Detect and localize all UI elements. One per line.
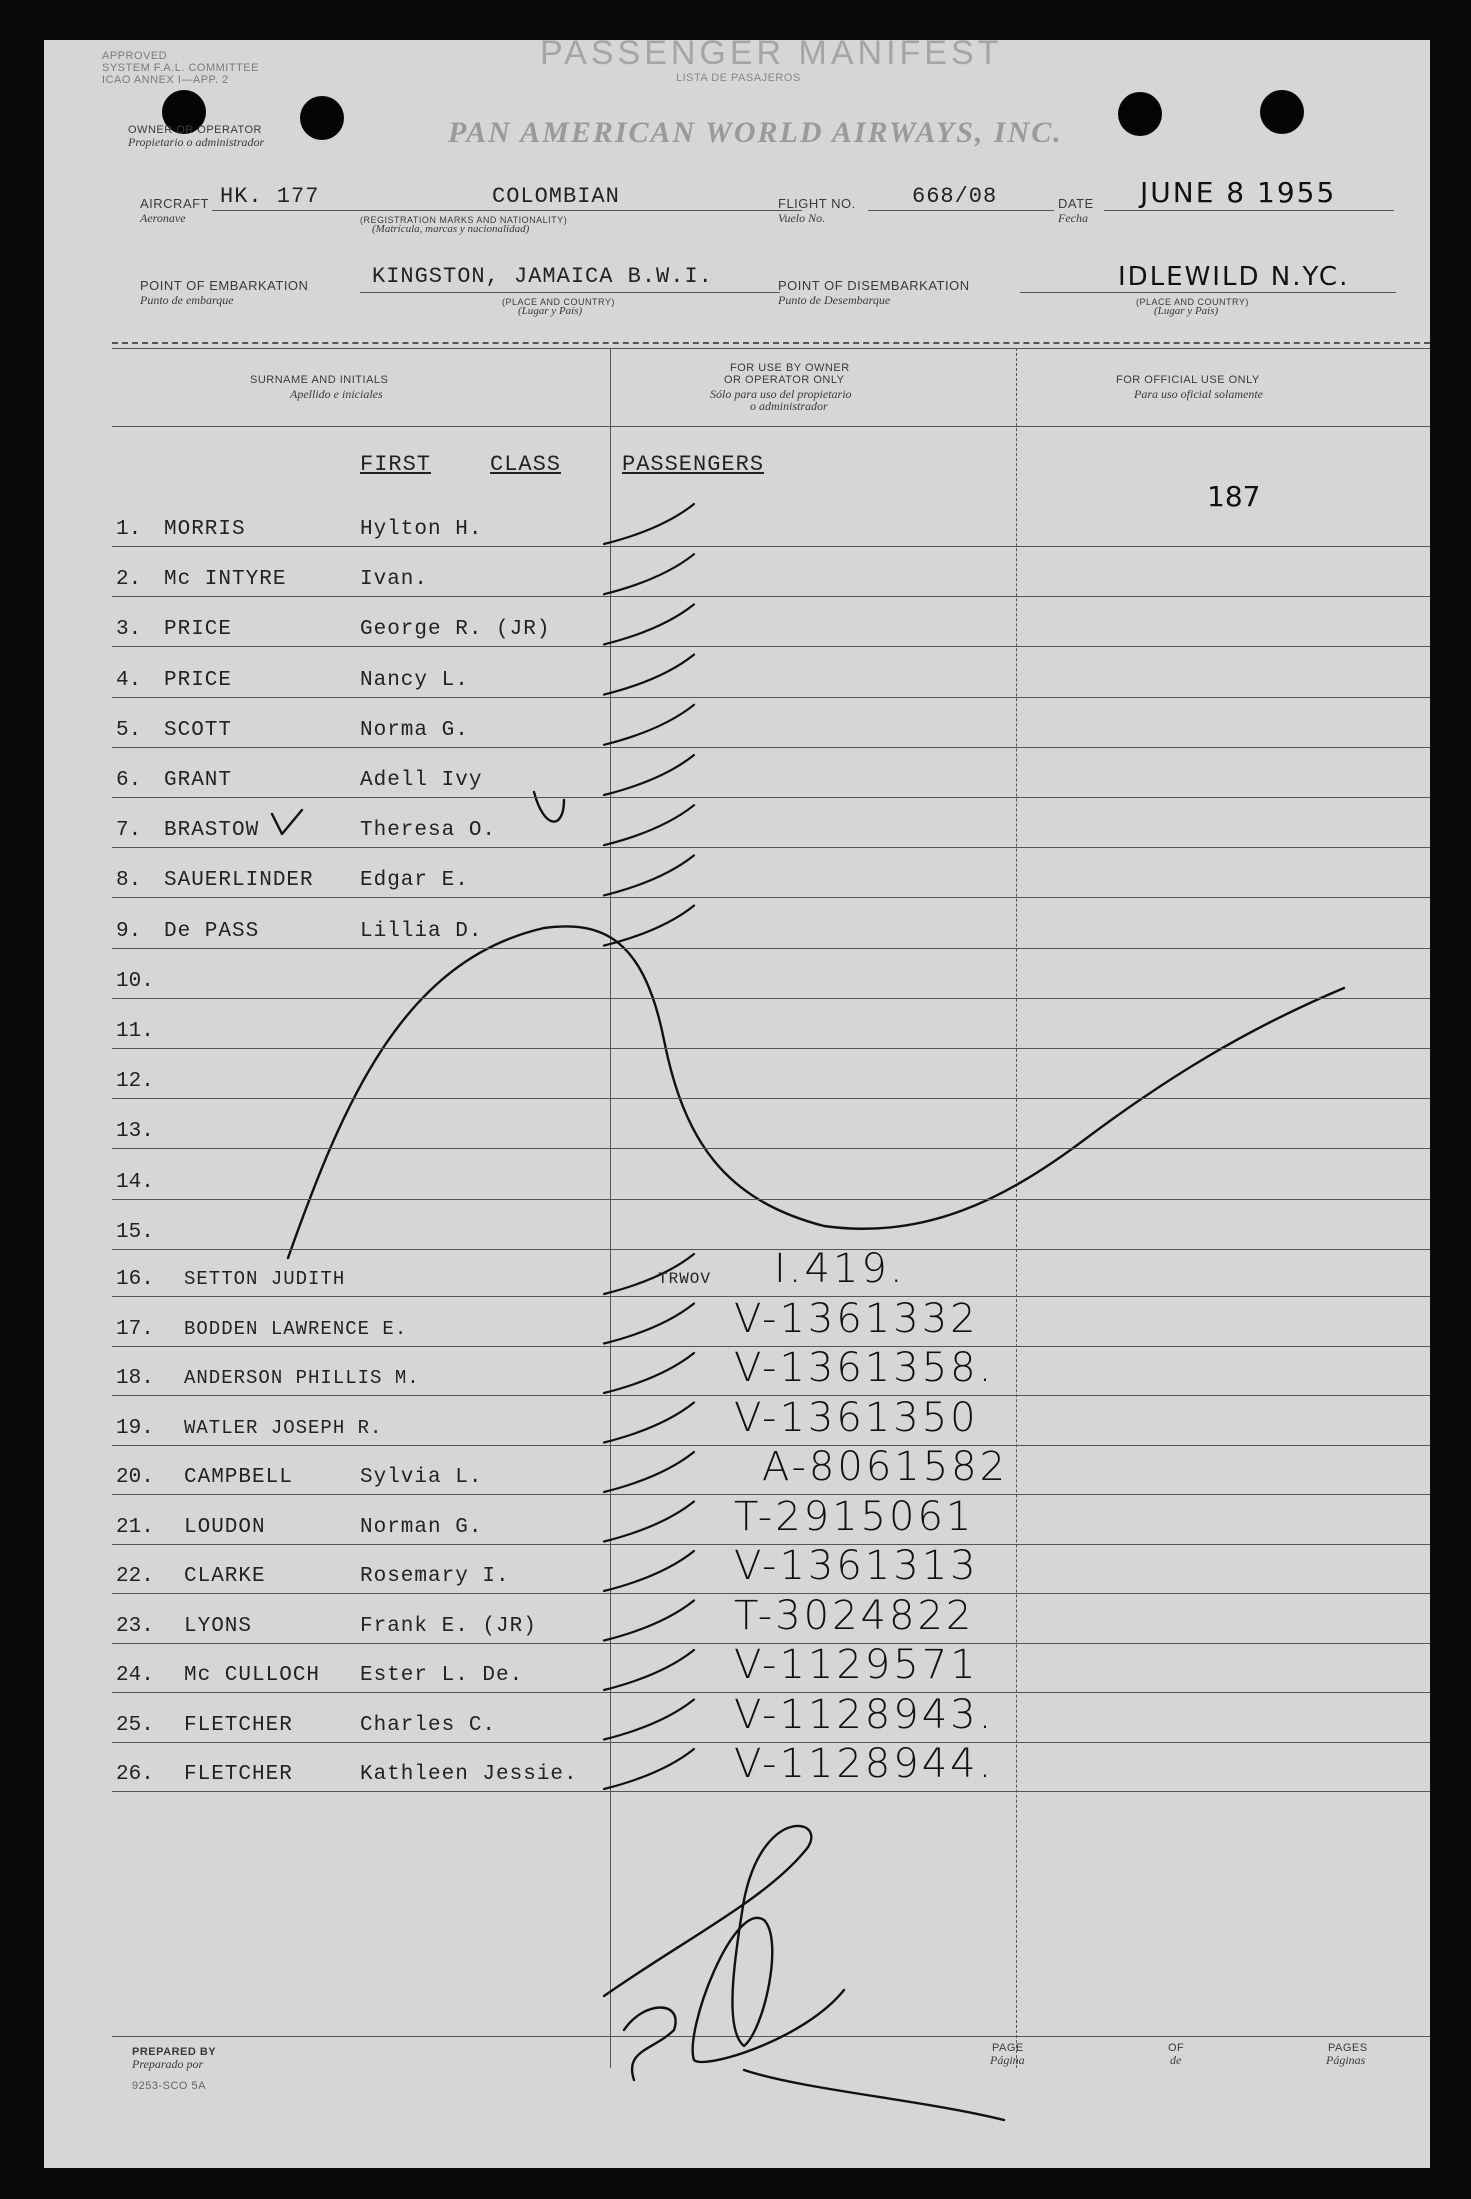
surname-header-es: Apellido e iniciales xyxy=(290,387,383,401)
brastow-check xyxy=(272,810,302,834)
passenger-number: 20. xyxy=(116,1466,154,1489)
passenger-given-name: Theresa O. xyxy=(360,819,497,843)
approval-line-2: SYSTEM F.A.L. COMMITTEE xyxy=(102,62,259,74)
row-rule xyxy=(112,897,1430,898)
passenger-number: 19. xyxy=(116,1416,154,1440)
passenger-number: 8. xyxy=(116,869,142,893)
passenger-given-name: George R. (JR) xyxy=(360,618,551,642)
document-number: T-3024822 xyxy=(734,1592,975,1639)
form-title-es: LISTA DE PASAJEROS xyxy=(676,72,801,84)
place-caption-2-es: (Lugar y País) xyxy=(1154,305,1219,317)
official-number: 187 xyxy=(1207,480,1261,513)
aircraft-label: AIRCRAFT xyxy=(140,196,209,211)
check-tick xyxy=(604,554,694,594)
passenger-number: 13. xyxy=(116,1120,154,1144)
passenger-given-name: Adell Ivy xyxy=(360,769,483,792)
row-rule xyxy=(112,646,1430,647)
passenger-surname: MORRIS xyxy=(164,518,246,541)
passenger-surname: CLARKE xyxy=(184,1565,266,1588)
surname-header: SURNAME AND INITIALS xyxy=(250,374,389,386)
of-label-es: de xyxy=(1170,2053,1182,2067)
registration-caption: (REGISTRATION MARKS AND NATIONALITY) xyxy=(360,215,568,225)
place-caption-2: (PLACE AND COUNTRY) xyxy=(1136,297,1249,307)
passenger-number: 2. xyxy=(116,568,142,592)
check-tick xyxy=(604,1551,694,1591)
page-label-es: Página xyxy=(990,2053,1025,2067)
passenger-number: 7. xyxy=(116,819,142,843)
pages-label: PAGES xyxy=(1328,2042,1368,2054)
prepared-by-label: PREPARED BY xyxy=(132,2046,217,2058)
check-tick xyxy=(604,705,694,745)
aircraft-nationality: COLOMBIAN xyxy=(492,184,620,209)
check-tick xyxy=(604,504,694,544)
document-number: V-1128943. xyxy=(734,1691,995,1738)
passenger-given-name: Kathleen Jessie. xyxy=(360,1763,578,1786)
check-tick xyxy=(604,755,694,795)
passenger-given-name: Edgar E. xyxy=(360,869,469,893)
passenger-number: 14. xyxy=(116,1170,154,1194)
row-rule xyxy=(112,1199,1430,1200)
row-rule xyxy=(112,1048,1430,1049)
manifest-sheet xyxy=(44,34,1430,2168)
row-rule xyxy=(112,546,1430,547)
owner-name: PAN AMERICAN WORLD AIRWAYS, INC. xyxy=(448,116,1063,149)
check-tick xyxy=(604,1403,694,1443)
check-tick xyxy=(604,906,694,946)
check-tick xyxy=(604,1353,694,1393)
disembarkation-label: POINT OF DISEMBARKATION xyxy=(778,278,970,293)
passenger-number: 25. xyxy=(116,1713,154,1737)
aircraft-label-es: Aeronave xyxy=(140,211,186,225)
row-rule xyxy=(112,948,1430,949)
passenger-given-name: Norma G. xyxy=(360,718,469,742)
passenger-number: 9. xyxy=(116,919,142,943)
document-number: V-1129571 xyxy=(734,1642,979,1688)
check-tick xyxy=(604,1304,694,1344)
embarkation-label-es: Punto de embarque xyxy=(140,293,234,307)
row-rule xyxy=(112,596,1430,597)
passenger-surname: FLETCHER xyxy=(184,1713,293,1737)
flight-no-label-es: Vuelo No. xyxy=(778,211,826,225)
passenger-number: 26. xyxy=(116,1763,154,1786)
section-first: FIRST xyxy=(360,452,432,477)
row16-note: TRWOV xyxy=(658,1270,712,1288)
owner-label: OWNER OR OPERATOR xyxy=(128,124,262,136)
passenger-given-name: Frank E. (JR) xyxy=(360,1614,537,1638)
date-label-es: Fecha xyxy=(1058,211,1088,225)
document-number: T-2915061 xyxy=(734,1493,975,1540)
official-header: FOR OFFICIAL USE ONLY xyxy=(1116,374,1260,386)
passenger-given-name: Nancy L. xyxy=(360,668,469,692)
check-tick xyxy=(604,855,694,895)
check-tick xyxy=(604,805,694,845)
official-header-es: Para uso oficial solamente xyxy=(1134,387,1263,401)
passenger-number: 17. xyxy=(116,1317,154,1341)
passenger-number: 16. xyxy=(116,1268,154,1291)
passenger-given-name: Sylvia L. xyxy=(360,1466,483,1489)
passenger-surname: SAUERLINDER xyxy=(164,869,314,893)
passenger-given-name: Norman G. xyxy=(360,1515,483,1539)
row-rule xyxy=(112,998,1430,999)
passenger-number: 6. xyxy=(116,769,142,792)
passenger-given-name: Rosemary I. xyxy=(360,1565,510,1588)
passenger-number: 22. xyxy=(116,1565,154,1588)
flight-number: 668/08 xyxy=(912,184,998,209)
passenger-surname: De PASS xyxy=(164,919,260,943)
date-label: DATE xyxy=(1058,196,1094,211)
passenger-number: 15. xyxy=(116,1220,154,1244)
passenger-given-name: Lillia D. xyxy=(360,919,483,943)
aircraft-registration: HK. 177 xyxy=(220,184,320,209)
row-rule xyxy=(112,1249,1430,1250)
cancel-curve xyxy=(288,926,1344,1258)
passenger-surname: CAMPBELL xyxy=(184,1466,293,1489)
owner-use-header-es-1: Sólo para uso del propietario xyxy=(710,387,852,401)
passenger-surname: Mc INTYRE xyxy=(164,568,287,592)
check-tick xyxy=(604,655,694,695)
passenger-number: 21. xyxy=(116,1515,154,1539)
section-class: CLASS xyxy=(490,452,562,477)
page-label: PAGE xyxy=(992,2042,1024,2054)
document-number: V-1361350 xyxy=(734,1394,979,1441)
passenger-number: 12. xyxy=(116,1070,154,1094)
row-rule xyxy=(112,847,1430,848)
place-caption-1-es: (Lugar y País) xyxy=(518,305,583,317)
form-number: 9253-SCO 5A xyxy=(132,2080,206,2092)
passenger-surname: PRICE xyxy=(164,668,233,692)
document-number: V-1128944. xyxy=(734,1741,995,1787)
signature xyxy=(604,1826,1004,2120)
passenger-surname: ANDERSON PHILLIS M. xyxy=(184,1367,420,1389)
row-rule xyxy=(112,1791,1430,1792)
check-tick xyxy=(604,1700,694,1740)
passenger-surname: GRANT xyxy=(164,769,233,792)
passenger-number: 18. xyxy=(116,1367,154,1390)
check-tick xyxy=(604,1650,694,1690)
registration-caption-es: (Matrícula, marcas y nacionalidad) xyxy=(372,223,530,235)
pages-label-es: Páginas xyxy=(1326,2053,1366,2067)
prepared-by-label-es: Preparado por xyxy=(132,2057,204,2071)
owner-label-es: Propietario o administrador xyxy=(128,135,265,149)
owner-use-header-es-2: o administrador xyxy=(750,399,828,413)
passenger-surname: FLETCHER xyxy=(184,1763,293,1786)
check-tick xyxy=(604,1601,694,1641)
passenger-given-name: Ester L. De. xyxy=(360,1664,524,1687)
passenger-given-name: Charles C. xyxy=(360,1713,497,1737)
owner-use-header-2: OR OPERATOR ONLY xyxy=(724,374,845,386)
passenger-number: 3. xyxy=(116,618,142,642)
section-passengers: PASSENGERS xyxy=(622,452,765,477)
passenger-number: 23. xyxy=(116,1614,154,1638)
passenger-given-name: Ivan. xyxy=(360,568,429,592)
passenger-number: 5. xyxy=(116,718,142,742)
owner-use-header-1: FOR USE BY OWNER xyxy=(730,362,850,374)
document-number: V-1361358. xyxy=(734,1345,995,1391)
document-number: V-1361313 xyxy=(734,1543,979,1589)
passenger-surname: WATLER JOSEPH R. xyxy=(184,1416,383,1439)
passenger-number: 1. xyxy=(116,518,142,541)
approval-line-3: ICAO ANNEX I—APP. 2 xyxy=(102,74,229,86)
passenger-number: 4. xyxy=(116,668,142,692)
check-tick xyxy=(604,604,694,644)
passenger-number: 11. xyxy=(116,1020,154,1043)
passenger-surname: LOUDON xyxy=(184,1515,266,1539)
approval-line-1: APPROVED xyxy=(102,50,168,62)
embarkation-point: KINGSTON, JAMAICA B.W.I. xyxy=(372,264,713,289)
document-number: I.419. xyxy=(774,1246,906,1292)
of-label: OF xyxy=(1168,2042,1185,2054)
row-rule xyxy=(112,1098,1430,1099)
check-tick xyxy=(604,1502,694,1542)
check-tick xyxy=(604,1749,694,1789)
passenger-surname: Mc CULLOCH xyxy=(184,1664,321,1687)
passenger-surname: LYONS xyxy=(184,1614,253,1638)
passenger-given-name: Hylton H. xyxy=(360,518,483,541)
passenger-surname: SCOTT xyxy=(164,718,233,742)
check-tick xyxy=(604,1452,694,1492)
passenger-number: 10. xyxy=(116,969,154,993)
document-number: V-1361332 xyxy=(734,1295,979,1342)
passenger-surname: BRASTOW xyxy=(164,819,260,843)
passenger-surname: PRICE xyxy=(164,618,233,642)
passenger-surname: BODDEN LAWRENCE E. xyxy=(184,1317,408,1340)
form-title: PASSENGER MANIFEST xyxy=(540,34,1003,72)
row-rule xyxy=(112,797,1430,798)
passenger-surname: SETTON JUDITH xyxy=(184,1268,346,1290)
disembarkation-label-es: Punto de Desembarque xyxy=(778,293,891,307)
flight-no-label: FLIGHT NO. xyxy=(778,196,856,211)
document-number: A-8061582 xyxy=(762,1444,1009,1490)
row-rule xyxy=(112,697,1430,698)
disembarkation-point: IDLEWILD N.YC. xyxy=(1118,262,1350,292)
place-caption-1: (PLACE AND COUNTRY) xyxy=(502,297,615,307)
embarkation-label: POINT OF EMBARKATION xyxy=(140,278,309,293)
handwriting-overlay xyxy=(44,40,1430,2168)
row-rule xyxy=(112,747,1430,748)
flight-date: JUNE 8 1955 xyxy=(1140,176,1337,209)
passenger-number: 24. xyxy=(116,1664,154,1687)
row-rule xyxy=(112,1148,1430,1149)
